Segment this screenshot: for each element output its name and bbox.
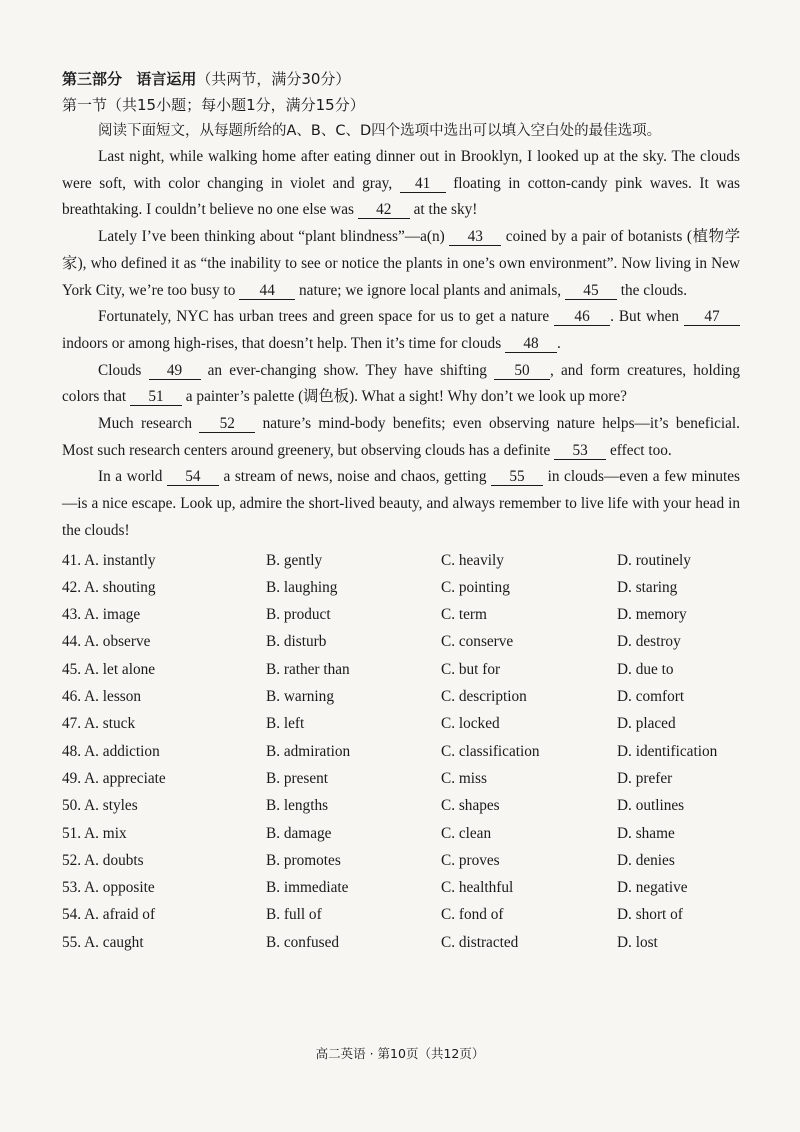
exam-page xyxy=(62,66,740,956)
option-row xyxy=(62,874,740,901)
blank-50: 50 xyxy=(494,362,550,380)
option-d: D. identification xyxy=(617,742,718,760)
section-title: 第三部分 xyxy=(62,70,123,88)
option-row xyxy=(62,929,740,956)
option-a: 41. A. instantly xyxy=(62,551,156,569)
option-d: D. shame xyxy=(617,824,675,842)
option-b: B. disturb xyxy=(266,633,327,651)
option-row xyxy=(62,847,740,874)
option-c: C. heavily xyxy=(441,551,504,569)
option-c: C. locked xyxy=(441,715,500,733)
blank-54: 54 xyxy=(167,468,219,486)
option-d: D. comfort xyxy=(617,688,685,706)
option-d: D. destroy xyxy=(617,633,681,651)
option-row xyxy=(62,574,740,601)
instructions: 阅读下面短文，从每题所给的A、B、C、D四个选项中选出可以填入空白处的最佳选项。 xyxy=(98,123,662,139)
option-row xyxy=(62,765,740,792)
option-row xyxy=(62,738,740,765)
section-heading xyxy=(62,66,740,92)
option-d: D. lost xyxy=(617,933,658,951)
option-d: D. negative xyxy=(617,879,688,897)
option-c: C. miss xyxy=(441,769,487,787)
option-b: B. admiration xyxy=(266,742,351,760)
option-c: C. pointing xyxy=(441,578,510,596)
option-b: B. promotes xyxy=(266,851,341,869)
option-c: C. clean xyxy=(441,824,492,842)
option-c: C. term xyxy=(441,606,487,624)
blank-52: 52 xyxy=(199,415,255,433)
option-a: 49. A. appreciate xyxy=(62,769,166,787)
blank-48: 48 xyxy=(505,335,557,353)
option-b: B. left xyxy=(266,715,305,733)
option-d: D. staring xyxy=(617,578,678,596)
blank-44: 44 xyxy=(239,282,295,300)
option-a: 54. A. afraid of xyxy=(62,906,156,924)
option-d: D. due to xyxy=(617,660,674,678)
part-title: 第一节（共15小题；每小题1分，满分15分） xyxy=(62,96,365,114)
option-b: B. damage xyxy=(266,824,332,842)
option-row xyxy=(62,901,740,928)
option-a: 43. A. image xyxy=(62,606,141,624)
option-b: B. laughing xyxy=(266,578,338,596)
option-d: D. outlines xyxy=(617,797,685,815)
option-c: C. shapes xyxy=(441,797,500,815)
option-a: 53. A. opposite xyxy=(62,879,155,897)
option-a: 44. A. observe xyxy=(62,633,151,651)
option-row xyxy=(62,656,740,683)
option-d: D. denies xyxy=(617,851,675,869)
passage-paragraph-3: Fortunately, NYC has urban trees and green space for us to get a nature 46 . But when 47 indoors or among high-rises, that doesn’t help. Then it’s time for clouds 48 . xyxy=(62,304,740,357)
option-b: B. warning xyxy=(266,688,334,706)
blank-47: 47 xyxy=(684,308,740,326)
blank-46: 46 xyxy=(554,308,610,326)
blank-51: 51 xyxy=(130,388,182,406)
option-b: B. confused xyxy=(266,933,340,951)
passage-paragraph-5: Much research 52 nature’s mind-body benefits; even observing nature helps—it’s beneficial. Most such research centers around greenery, but observing clouds has a definite 53 effect too. xyxy=(62,415,740,459)
option-row xyxy=(62,820,740,847)
option-d: D. memory xyxy=(617,606,687,624)
option-b: B. gently xyxy=(266,551,323,569)
blank-49: 49 xyxy=(149,362,201,380)
option-row xyxy=(62,710,740,737)
section-subtitle: 语言运用 xyxy=(136,70,197,88)
passage-paragraph-2: Lately I’ve been thinking about “plant blindness”—a(n) 43 coined by a pair of botanists (植物学家), who defined it as “the inability to see or notice the plants in one’s own environment”. Now living in New York City, we’re too busy to 44 nature; we ignore local plants and animals, 45 the clouds. xyxy=(62,228,740,299)
blank-41: 41 xyxy=(400,175,446,193)
option-a: 47. A. stuck xyxy=(62,715,136,733)
blank-43: 43 xyxy=(449,228,501,246)
option-a: 50. A. styles xyxy=(62,797,138,815)
blank-42: 42 xyxy=(358,201,410,219)
option-row xyxy=(62,628,740,655)
option-b: B. lengths xyxy=(266,797,329,815)
option-c: C. classification xyxy=(441,742,540,760)
blank-53: 53 xyxy=(554,442,606,460)
options-list xyxy=(62,547,740,956)
option-a: 45. A. let alone xyxy=(62,660,156,678)
option-a: 51. A. mix xyxy=(62,824,127,842)
option-a: 55. A. caught xyxy=(62,933,144,951)
passage-paragraph-6: In a world 54 a stream of news, noise and chaos, getting 55 in clouds—even a few minutes—is a nice escape. Look up, admire the short-lived beauty, and always remember to live life with your head in the clouds! xyxy=(62,468,740,539)
passage-paragraph-1: Last night, while walking home after eating dinner out in Brooklyn, I looked up at the sky. The clouds were soft, with color changing in violet and gray, 41 floating in cotton-candy pink waves. It was breathtaking. I couldn’t believe no one else was 42 at the sky! xyxy=(62,148,740,219)
option-a: 48. A. addiction xyxy=(62,742,160,760)
option-row xyxy=(62,683,740,710)
option-d: D. prefer xyxy=(617,769,673,787)
section-note: （共两节，满分30分） xyxy=(196,70,351,88)
option-a: 42. A. shouting xyxy=(62,578,156,596)
option-c: C. fond of xyxy=(441,906,504,924)
option-c: C. distracted xyxy=(441,933,519,951)
option-d: D. short of xyxy=(617,906,683,924)
option-row xyxy=(62,547,740,574)
option-c: C. proves xyxy=(441,851,500,869)
option-c: C. healthful xyxy=(441,879,514,897)
option-b: B. product xyxy=(266,606,331,624)
option-b: B. full of xyxy=(266,906,322,924)
passage-paragraph-4: Clouds 49 an ever-changing show. They have shifting 50 , and form creatures, holding colors that 51 a painter’s palette (调色板). What a sight! Why don’t we look up more? xyxy=(62,361,740,406)
option-b: B. present xyxy=(266,769,329,787)
blank-55: 55 xyxy=(491,468,543,486)
blank-45: 45 xyxy=(565,282,617,300)
option-a: 52. A. doubts xyxy=(62,851,144,869)
option-b: B. rather than xyxy=(266,660,350,678)
option-a: 46. A. lesson xyxy=(62,688,142,706)
option-c: C. conserve xyxy=(441,633,514,651)
option-d: D. routinely xyxy=(617,551,691,569)
option-c: C. but for xyxy=(441,660,501,678)
option-b: B. immediate xyxy=(266,879,349,897)
option-row xyxy=(62,792,740,819)
option-row xyxy=(62,601,740,628)
option-c: C. description xyxy=(441,688,527,706)
page-footer: 高二英语 · 第10页（共12页） xyxy=(315,1046,485,1061)
option-d: D. placed xyxy=(617,715,676,733)
